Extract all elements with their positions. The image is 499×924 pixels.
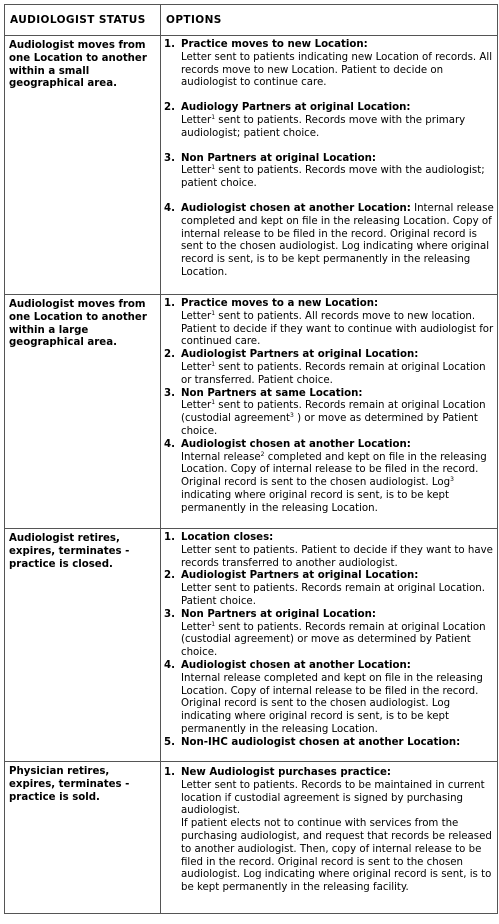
option-text: Letter sent to patients. Records to be maintained in current location if custodial agreement is signed by purchasing audiologist. If patient elects not to continue with services from the purchasing audiologist, and request that records be released to another audiologist. Then, copy of internal release to be filed in the record. Original record is sent to the chosen audiologist. Log indicating where original record is sent, is to be kept permanently in the releasing facility.: [181, 779, 492, 894]
option-number: 4.: [164, 438, 175, 450]
option-text: Letter$^1$ sent to patients. Records remain at original Location (custodial agreement) or move as determined by Patient choice.: [181, 620, 486, 659]
option-text: Letter sent to patients. Records remain at original Location. Patient choice.: [181, 583, 486, 607]
records-policy-table: [4, 4, 498, 914]
option-text: Letter$^1$ sent to patients. Records remain at original Location or transferred. Patient choice.: [181, 360, 486, 386]
list-item: [164, 767, 497, 895]
list-item: [164, 349, 497, 387]
list-item: [164, 39, 497, 90]
status-cell: Audiologist moves from one Location to another within a small geographical area.: [5, 36, 161, 295]
option-title: Practice moves to new Location:: [181, 39, 368, 50]
option-title: Practice moves to a new Location:: [181, 298, 379, 309]
footnote-marker: 1: [211, 360, 216, 368]
footnote-marker: 2: [260, 450, 265, 458]
list-item: [164, 737, 497, 750]
option-title: Location closes:: [181, 532, 274, 543]
option-number: 1.: [164, 298, 175, 309]
table-row: [5, 36, 498, 295]
footnote-marker: 1: [211, 620, 216, 628]
option-number: 5.: [164, 736, 175, 748]
option-text: Letter$^1$ sent to patients. Records move with the primary audiologist; patient choice.: [181, 113, 466, 139]
option-text: Letter sent to patients indicating new Location of records. All records move to new Location. Patient to decide on audiologist to continue care.: [181, 51, 493, 89]
option-title: Audiologist chosen at another Location:: [181, 659, 411, 671]
list-item: [164, 102, 497, 140]
list-item: [164, 153, 497, 191]
header-row: [5, 5, 498, 36]
list-item: [164, 388, 497, 439]
option-title: Audiologist chosen at another Location:: [181, 202, 411, 214]
option-number: 3.: [164, 608, 175, 620]
option-title: Non Partners at same Location:: [181, 387, 363, 399]
footnote-marker: 3: [290, 412, 294, 420]
option-title: New Audiologist purchases practice:: [181, 767, 392, 778]
option-text: Internal release completed and kept on file in the releasing Location. Copy of internal release to be filed in the record. Original record is sent to the chosen audiologist. Log indicating where original record is sent, is to be kept permanently in the releasing Location.: [181, 672, 483, 735]
options-list: [161, 295, 497, 516]
status-cell: Audiologist moves from one Location to another within a large geographical area.: [5, 295, 161, 529]
option-title: Audiology Partners at original Location:: [181, 102, 411, 114]
footnote-marker: 1: [211, 399, 216, 407]
option-text: Internal release completed and kept on file in the releasing Location. Copy of internal release to be filed in the record. Original record is sent to the chosen audiologist. Log indicating where original record is sent, is to be kept permanently in the releasing Location.: [181, 202, 494, 278]
options-cell: [161, 36, 498, 295]
list-item: [164, 203, 497, 280]
option-title: Audiologist Partners at original Location:: [181, 349, 419, 361]
option-number: 1.: [164, 532, 175, 543]
table-row: [5, 295, 498, 529]
option-text: Letter sent to patients. Patient to decide if they want to have records transferred to another audiologist.: [181, 544, 493, 569]
footnote-marker: 1: [211, 113, 216, 121]
header-audiologist-status: AUDIOLOGIST STATUS: [5, 5, 161, 36]
option-number: 4.: [164, 659, 175, 671]
option-number: 1.: [164, 39, 175, 50]
list-item: [164, 609, 497, 660]
option-text: Letter$^1$ sent to patients. Records remain at original Location (custodial agreement$^3$ ) or move as determined by Patient choice.: [181, 399, 486, 437]
options-list: [161, 529, 497, 750]
option-number: 3.: [164, 387, 175, 399]
option-number: 2.: [164, 570, 175, 582]
status-cell: Physician retires, expires, terminates - practice is sold.: [5, 762, 161, 914]
list-item: [164, 570, 497, 608]
option-number: 2.: [164, 349, 175, 361]
option-title: Audiologist Partners at original Location:: [181, 570, 419, 582]
list-item: [164, 439, 497, 516]
option-title: Non Partners at original Location:: [181, 608, 376, 620]
list-item: [164, 298, 497, 349]
option-number: 3.: [164, 152, 175, 164]
options-list: [161, 36, 497, 280]
option-number: 2.: [164, 102, 175, 114]
option-text: Internal release$^2$ completed and kept on file in the releasing Location. Copy of internal release to be filed in the record. Original record is sent to the chosen audiologist. Log$^3$ indicating where original record is sent, is to be kept permanently in the releasing Location.: [181, 450, 487, 514]
option-title: Non-IHC audiologist chosen at another Location:: [181, 736, 461, 748]
option-number: 4.: [164, 202, 175, 214]
option-number: 1.: [164, 767, 175, 778]
options-cell: [161, 529, 498, 762]
table-row: [5, 762, 498, 914]
option-title: Non Partners at original Location:: [181, 152, 376, 164]
options-list: [161, 762, 497, 895]
footnote-marker: 1: [211, 309, 216, 317]
header-options: OPTIONS: [161, 5, 498, 36]
option-title: Audiologist chosen at another Location:: [181, 438, 411, 450]
options-cell: [161, 762, 498, 914]
status-cell: Audiologist retires, expires, terminates - practice is closed.: [5, 529, 161, 762]
footnote-marker: 3: [450, 476, 454, 484]
list-item: [164, 660, 497, 737]
footnote-marker: 1: [211, 164, 216, 172]
option-text: Letter$^1$ sent to patients. Records move with the audiologist; patient choice.: [181, 164, 485, 190]
list-item: [164, 532, 497, 570]
options-cell: [161, 295, 498, 529]
table-row: [5, 529, 498, 762]
option-text: Letter$^1$ sent to patients. All records move to new location. Patient to decide if they want to continue with audiologist for continued care.: [181, 309, 494, 348]
